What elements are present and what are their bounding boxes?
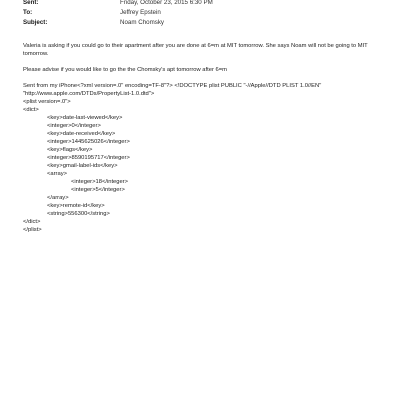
email-header (23, 0, 383, 28)
plist-line: <key>gmail-label-ids</key> (47, 163, 118, 169)
to-label: To: (23, 9, 33, 16)
plist-line: <dict> (23, 107, 39, 113)
plist-line: <key>date-received</key> (47, 131, 116, 137)
plist-line: </dict> (23, 219, 41, 225)
plist-line: <key>flags</key> (47, 147, 93, 153)
header-row-subject (23, 18, 383, 28)
body-paragraph-2: Please advise if you would like to go the the Chomsky's apt tomorrow after 6=m (23, 67, 227, 73)
plist-line: <array> (47, 171, 67, 177)
subject-value: Noam Chomsky (120, 19, 165, 26)
body-paragraph-1: Valeria is asking if you could go to their apartment after you are done at 6=m at MIT tomorrow. She says Noam will not be going to MIT tomorrow. (23, 43, 368, 57)
plist-line: <string>556300</string> (47, 211, 110, 217)
plist-line: <integer>18</integer> (71, 179, 129, 185)
plist-line: </array> (47, 195, 69, 201)
header-row-sent (23, 0, 383, 8)
plist-line: "http://www.apple.com/DTDs/PropertyList-1.0.dtd"> (23, 91, 155, 97)
subject-label: Subject: (23, 19, 48, 26)
plist-line: <key>date-last-viewed</key> (47, 115, 123, 121)
plist-line: <key>remote-id</key> (47, 203, 105, 209)
plist-block (23, 82, 378, 234)
plist-line: </plist> (23, 227, 42, 233)
header-row-to (23, 8, 383, 18)
email-body (23, 42, 378, 234)
plist-line: <integer>5</integer> (71, 187, 125, 193)
plist-line: <integer>0</integer> (47, 123, 101, 129)
plist-line: Sent from my iPhone<?xml version=.0" encoding=TF-8"?> <!DOCTYPE plist PUBLIC "-//Apple//DTD PLIST 1.0//EN" (23, 83, 322, 89)
to-value: Jeffrey Epstein (120, 9, 161, 16)
plist-line: <integer>8590195717</integer> (47, 155, 130, 161)
sent-label: Sent: (23, 0, 39, 6)
plist-line: <integer>1445625026</integer> (47, 139, 130, 145)
sent-value: Friday, October 23, 2015 6:30 PM (120, 0, 213, 6)
plist-line: <plist version=.0"> (23, 99, 71, 105)
